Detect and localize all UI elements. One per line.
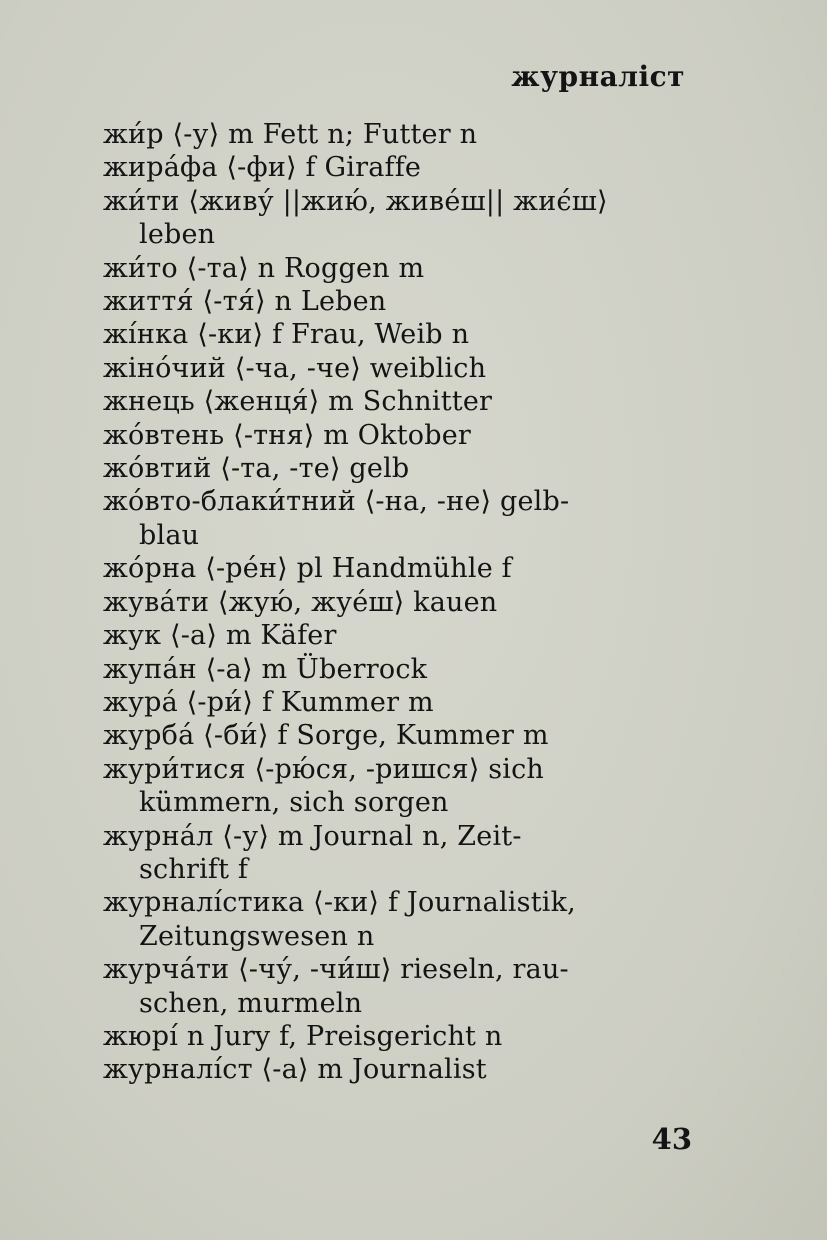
dictionary-entry (103, 653, 703, 686)
entry-continuation: schrift f (139, 853, 249, 885)
entry-text: жи́то ⟨-та⟩ n Roggen m (103, 252, 425, 284)
entry-continuation: blau (139, 519, 200, 551)
entry-text: жнець ⟨женця́⟩ m Schnitter (103, 386, 493, 418)
entry-text: жупа́н ⟨-а⟩ m Überrock (103, 653, 428, 685)
entry-text: журба́ ⟨-би́⟩ f Sorge, Kummer m (103, 720, 549, 752)
entry-text: журналі́ст ⟨-а⟩ m Journalist (103, 1054, 487, 1086)
running-head: журналіст (511, 60, 685, 93)
entry-text: жі́нка ⟨-ки⟩ f Frau, Weib n (103, 319, 470, 351)
entry-continuation: leben (139, 219, 216, 251)
dictionary-entry (103, 318, 703, 351)
entry-text: жо́рна ⟨-ре́н⟩ pl Handmühle f (103, 553, 512, 585)
page-number: 43 (651, 1122, 692, 1156)
entry-text: жури́тися ⟨-рю́ся, -ришся⟩ sich (103, 753, 545, 785)
entry-text: журча́ти ⟨-чу́, -чи́ш⟩ rieseln, rau- (103, 954, 569, 986)
dictionary-entry (103, 352, 703, 385)
entry-text: жо́вто-блаки́тний ⟨-на, -не⟩ gelb- (103, 486, 570, 518)
dictionary-entry (103, 886, 703, 953)
entry-text: жюрі́ n Jury f, Preisgericht n (103, 1020, 503, 1052)
entry-text: жук ⟨-а⟩ m Käfer (103, 620, 337, 652)
dictionary-entry (103, 452, 703, 485)
dictionary-entry (103, 953, 703, 1020)
dictionary-entry (103, 552, 703, 585)
dictionary-entry (103, 485, 703, 552)
dictionary-entry (103, 151, 703, 184)
dictionary-entry (103, 719, 703, 752)
dictionary-entry (103, 686, 703, 719)
dictionary-entry (103, 252, 703, 285)
entry-text: жо́втень ⟨-тня⟩ m Oktober (103, 419, 471, 451)
entry-text: жува́ти ⟨жую́, жуе́ш⟩ kauen (103, 586, 498, 618)
entry-text: життя́ ⟨-тя́⟩ n Leben (103, 286, 387, 318)
entry-text: жіно́чий ⟨-ча, -че⟩ weiblich (103, 352, 487, 384)
dictionary-entry (103, 1053, 703, 1086)
entry-continuation: schen, murmeln (139, 987, 363, 1019)
entry-text: жи́р ⟨-у⟩ m Fett n; Futter n (103, 119, 478, 150)
dictionary-entry (103, 820, 703, 887)
dictionary-entry (103, 1020, 703, 1053)
dictionary-entry (103, 385, 703, 418)
entry-text: жо́втий ⟨-та, -те⟩ gelb (103, 453, 410, 485)
entry-text: жура́ ⟨-ри́⟩ f Kummer m (103, 686, 434, 718)
dictionary-entry (103, 185, 703, 252)
dictionary-entry (103, 753, 703, 820)
entry-text: журналі́стика ⟨-ки⟩ f Journalistik, (103, 887, 576, 919)
dictionary-entry (103, 419, 703, 452)
entry-continuation: kümmern, sich sorgen (139, 787, 449, 819)
entry-list (103, 118, 703, 1087)
dictionary-entry (103, 118, 703, 151)
entry-text: жи́ти ⟨живу́ ||жию́, живе́ш|| жиє́ш⟩ (103, 185, 608, 217)
entry-text: журна́л ⟨-у⟩ m Journal n, Zeit- (103, 820, 522, 852)
dictionary-entry (103, 586, 703, 619)
entry-text: жира́фа ⟨-фи⟩ f Giraffe (103, 152, 422, 184)
dictionary-entry (103, 285, 703, 318)
dictionary-entry (103, 619, 703, 652)
entry-continuation: Zeitungswesen n (139, 920, 375, 952)
